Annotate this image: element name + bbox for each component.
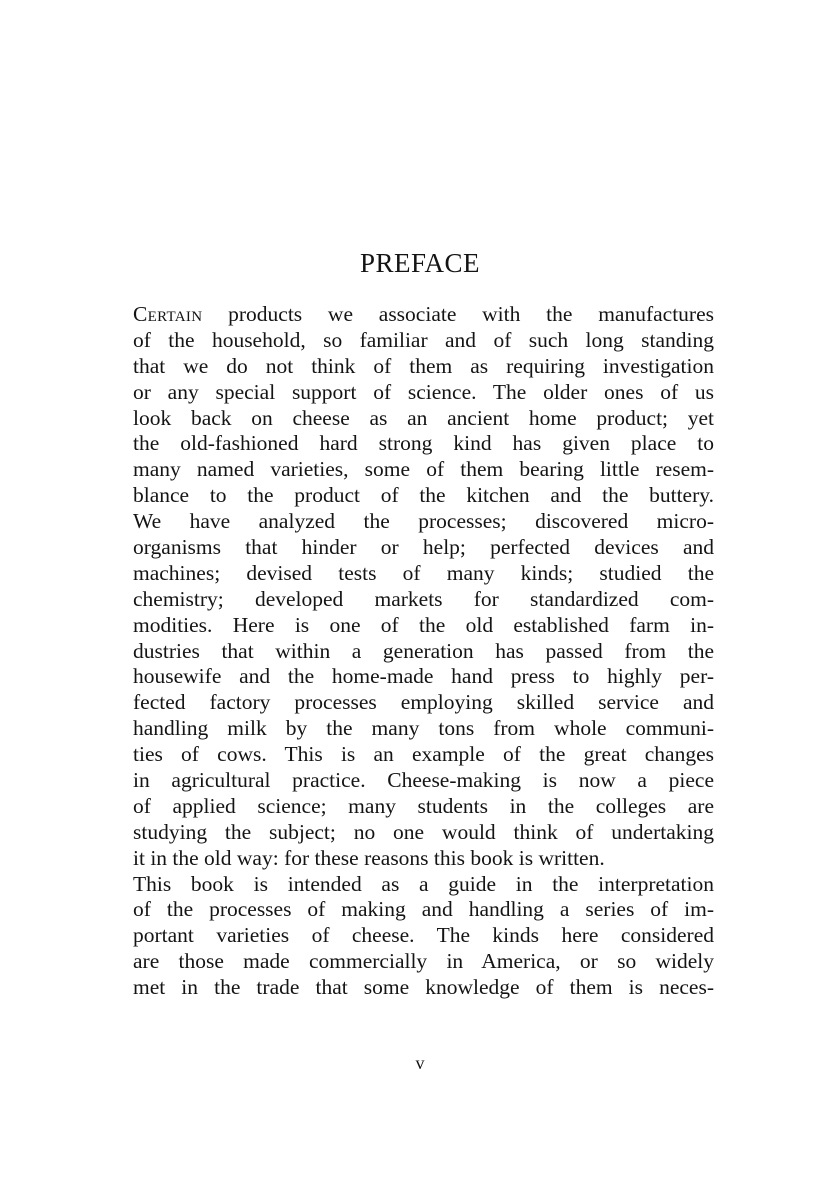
lead-word: Certain (133, 302, 203, 326)
paragraph-line: or any special support of science. The older ones of us (133, 379, 714, 404)
paragraph-line: fected factory processes employing skilled service and (133, 690, 714, 715)
paragraph-line (133, 302, 714, 328)
paragraph-2 (133, 872, 714, 1001)
paragraph-line: handling milk by the many tons from whole communi- (133, 716, 714, 741)
page-title: PREFACE (359, 248, 481, 278)
paragraph-line: that we do not think of them as requiring investigation (133, 353, 714, 378)
paragraph-line: modities. Here is one of the old established farm in- (133, 612, 714, 637)
paragraph-line: This book is intended as a guide in the interpretation (133, 871, 714, 896)
paragraph-line: ties of cows. This is an example of the great changes (133, 742, 714, 767)
paragraph-line: of the household, so familiar and of such long standing (133, 327, 714, 352)
paragraph-line: housewife and the home-made hand press to highly per- (133, 664, 714, 689)
paragraph-line: of the processes of making and handling a series of im- (133, 897, 714, 922)
paragraph-line: look back on cheese as an ancient home product; yet (133, 405, 714, 430)
page-number: v (415, 1053, 425, 1073)
paragraph-line: it in the old way: for these reasons this book is written. (133, 845, 605, 870)
paragraph-line: portant varieties of cheese. The kinds here considered (133, 923, 714, 948)
paragraph-line: organisms that hinder or help; perfected devices and (133, 535, 714, 560)
paragraph-line: the old-fashioned hard strong kind has given place to (133, 431, 714, 456)
paragraph-line: of applied science; many students in the colleges are (133, 793, 714, 818)
paragraph-line: machines; devised tests of many kinds; studied the (133, 560, 714, 585)
paragraph-line: blance to the product of the kitchen and the buttery. (133, 483, 714, 508)
paragraph-line: dustries that within a generation has passed from the (133, 638, 714, 663)
paragraph-line: chemistry; developed markets for standardized com- (133, 586, 714, 611)
paragraph-line: are those made commercially in America, or so widely (133, 949, 714, 974)
paragraph-1 (133, 302, 714, 872)
paragraph-line: studying the subject; no one would think of undertaking (133, 819, 714, 844)
paragraph-line: met in the trade that some knowledge of them is neces- (133, 975, 714, 1000)
paragraph-line: We have analyzed the processes; discovered micro- (133, 509, 714, 534)
first-line-text: products we associate with the manufactures (202, 302, 714, 326)
preface-body (133, 302, 714, 1001)
paragraph-line: in agricultural practice. Cheese-making is now a piece (133, 768, 714, 793)
paragraph-line: many named varieties, some of them bearing little resem- (133, 457, 714, 482)
